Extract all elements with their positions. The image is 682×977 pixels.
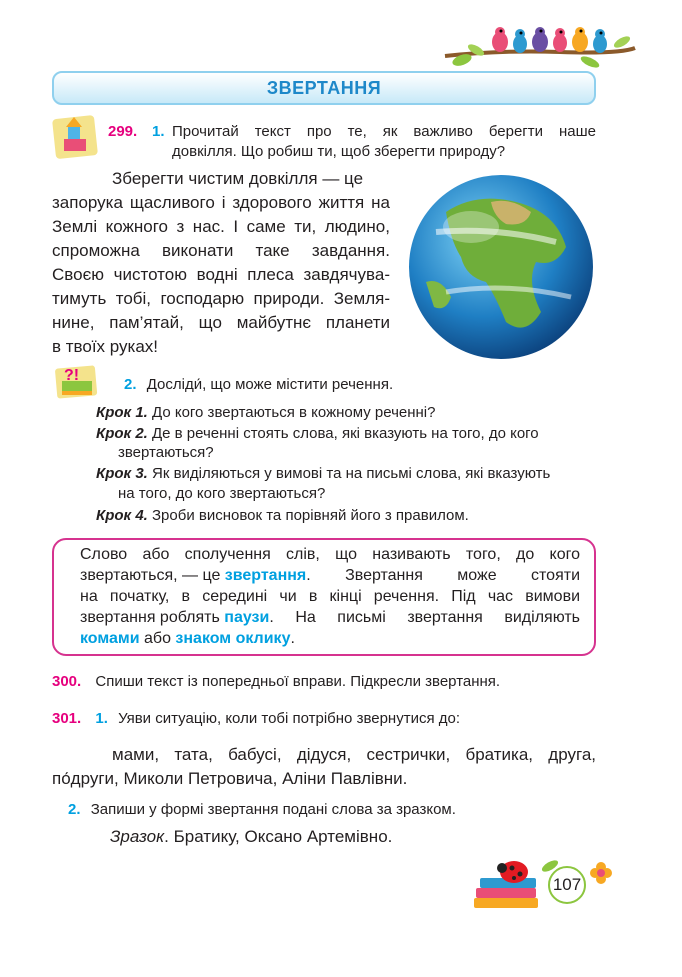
step-text: Де в реченні стоять слова, які вказують на того, до кого	[152, 425, 539, 442]
bird-icon	[553, 28, 567, 52]
passage-line: нине, пам’ятай, що майбутнє планети	[52, 313, 390, 332]
exercise-300	[52, 672, 500, 691]
bird-icon	[513, 29, 527, 53]
passage-line: Своєю чистотою водні плеса завдячува-	[52, 265, 390, 284]
birds-on-branch-illustration	[440, 22, 640, 70]
question-book-icon	[52, 361, 100, 401]
step-text: на того, до кого звертаються?	[118, 485, 326, 502]
task-instruction: Досліди́, що може містити речення.	[146, 376, 394, 393]
passage-line: запорука щасливого і здорового життя на	[52, 193, 390, 212]
step-label: Крок 2.	[96, 425, 148, 442]
task-instruction: Уяви ситуацію, коли тобі потрібно звернутися до:	[118, 710, 461, 727]
task-instruction: Спиши текст із попередньої вправи. Підкресли звертання.	[95, 673, 501, 690]
page-number: 107	[552, 875, 582, 894]
sample-line	[110, 826, 392, 848]
step-text: До кого звертаються в кожному реченні?	[152, 404, 436, 421]
step-text: Зроби висновок та порівняй його з правилом.	[152, 507, 469, 524]
step-text: звертаються?	[118, 444, 214, 461]
bird-icon	[572, 27, 588, 52]
task-part-number: 1.	[95, 710, 108, 727]
section-title: ЗВЕРТАННЯ	[52, 71, 596, 105]
qmark-glyph: ?!	[64, 367, 80, 384]
task-instruction: Запиши у формі звертання подані слова за зразком.	[90, 801, 456, 818]
bird-icon	[492, 27, 508, 52]
passage-line: Землі кожного з нас. І саме ти, людино,	[52, 217, 390, 236]
term-highlight: знаком оклику	[175, 630, 291, 647]
term-highlight: звертання	[224, 567, 307, 584]
exercise-number: 299.	[108, 123, 138, 140]
term-highlight: паузи	[224, 609, 270, 626]
task-part-number: 1.	[152, 123, 165, 140]
step-label: Крок 3.	[96, 465, 148, 482]
word-list-line: мами, тата, бабусі, дідуся, сестрички, братика, друга,	[112, 745, 596, 764]
term-highlight: комами	[80, 630, 140, 647]
rule-line: Слово або сполучення слів, що називають того, до кого	[80, 546, 580, 563]
page-number-circle	[548, 866, 586, 904]
bird-icon	[593, 29, 607, 53]
rule-line: комами або знаком оклику.	[80, 630, 295, 647]
rule-line: звертання роблять паузи . На письмі звертання виділяють	[80, 609, 580, 626]
step-label: Крок 1.	[96, 404, 148, 421]
passage-line: спроможна виконати таке завдання.	[52, 241, 390, 260]
rule-line: на початку, в середині чи в кінці речення. Під час вимови	[80, 588, 580, 605]
task-instruction: довкілля. Що робиш ти, щоб зберегти природу?	[172, 143, 506, 160]
task-instruction: Прочитай текст про те, як важливо берегти наше	[172, 123, 596, 140]
exercise-301	[52, 709, 460, 728]
sample-label: Зразок	[110, 827, 165, 846]
sample-text: . Братику, Оксано Артемівно.	[164, 827, 393, 846]
flower-icon	[586, 858, 616, 888]
task-part-number: 2.	[124, 376, 137, 393]
rule-line: звертаються, — це звертання . Звертання може стояти	[80, 567, 580, 584]
exercise-number: 300.	[52, 673, 82, 690]
building-blocks-icon	[52, 113, 100, 161]
passage-line: тимуть тобі, господарю природи. Земля-	[52, 289, 390, 308]
earth-globe-illustration	[406, 172, 596, 362]
step-text: Як виділяються у вимові та на письмі слова, які вказують	[152, 465, 551, 482]
passage-line: Зберегти чистим довкілля — це	[112, 169, 364, 188]
word-list-line: по́други, Миколи Петровича, Аліни Павлівни.	[52, 769, 408, 788]
task-part-number: 2.	[68, 801, 81, 818]
step-label: Крок 4.	[96, 507, 148, 524]
bird-icon	[532, 27, 548, 52]
exercise-number: 301.	[52, 710, 82, 727]
passage-line: в твоїх руках!	[52, 337, 159, 356]
